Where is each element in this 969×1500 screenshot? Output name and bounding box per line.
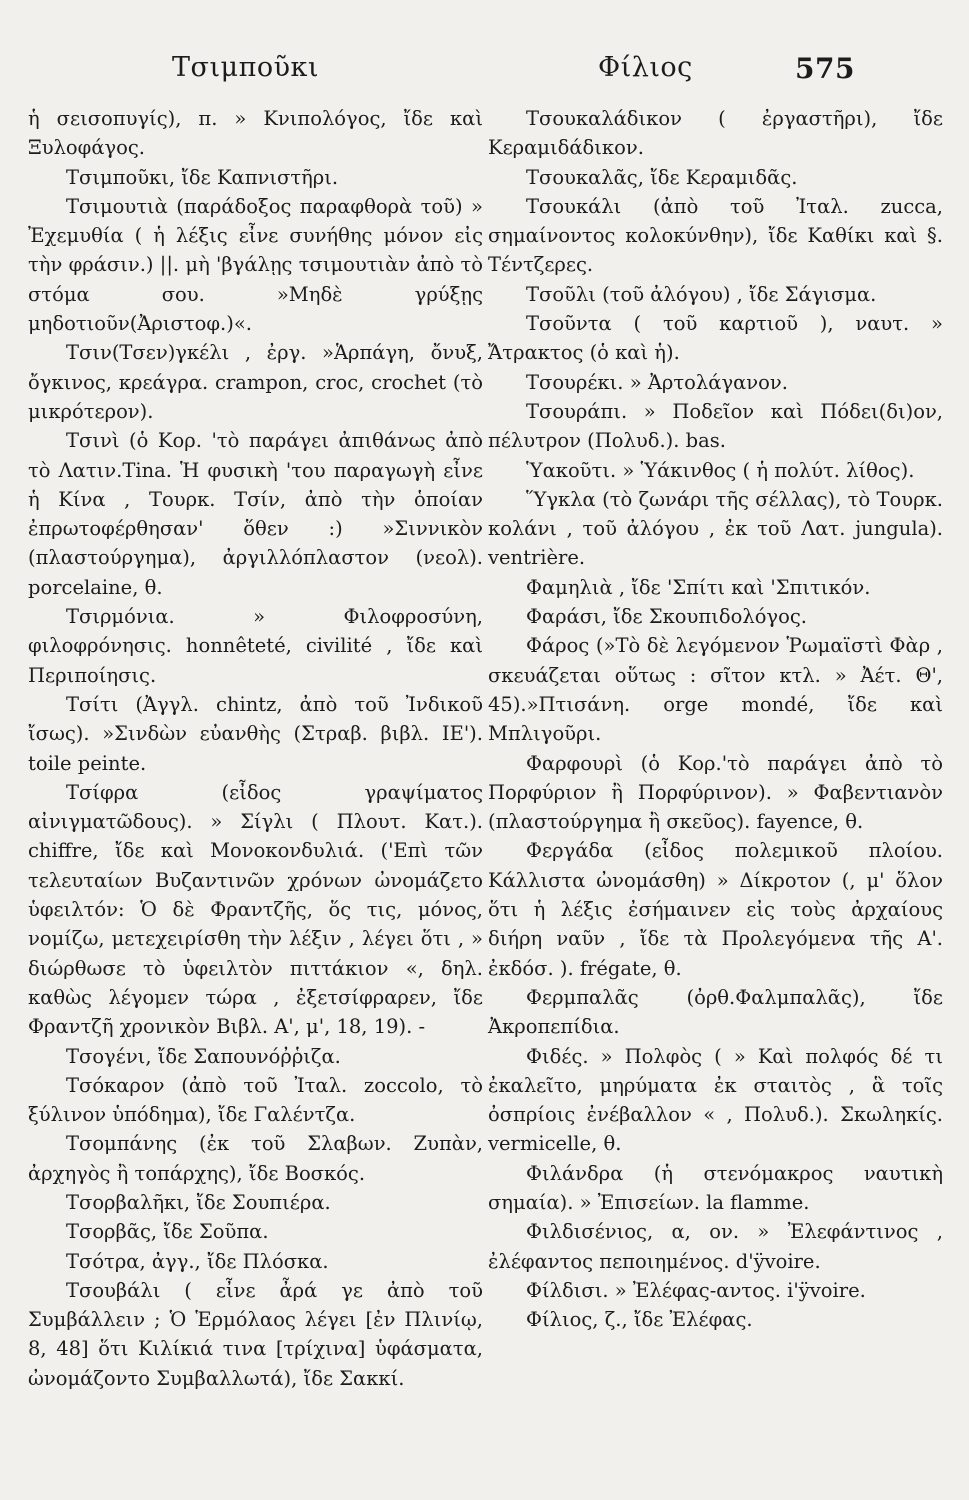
dictionary-entry: Τσιν(Τσεν)γκέλι , ἐργ. »Ἁρπάγη, ὄνυξ, ὄγκινος, κρεάγρα. crampon, croc, crochet (τὸ μικρότερον). xyxy=(28,341,483,423)
dictionary-entry: Τσορβᾶς, ἴδε Σοῦπα. xyxy=(66,1220,269,1244)
dictionary-entry: Τσιμουτιὰ (παράδοξος παραφθορὰ τοῦ) » Ἐχεμυθία ( ἡ λέξις εἶνε συνήθης μόνον εἰς τὴν φράσιν.) ||. μὴ 'βγάλῃς τσιμουτιὰν ἀπὸ τὸ στόμα σου. »Μηδὲ γρύξῃς μηδοτιοῦν(Ἀριστοφ.)«. xyxy=(28,194,483,336)
dictionary-entry: Τσουκάλι (ἀπὸ τοῦ Ἰταλ. zucca, σημαίνοντος κολοκύνθην), ἴδε Καθίκι καὶ §. Τέντζερες. xyxy=(488,194,943,277)
dictionary-entry: Τσοῦντα ( τοῦ καρτιοῦ ), ναυτ. » Ἄτρακτος (ὁ καὶ ἡ). xyxy=(488,312,943,365)
dictionary-entry: Τσουρέκι. » Ἀρτολάγανον. xyxy=(526,370,788,394)
dictionary-entry: Φερμπαλᾶς (ὀρθ.Φαλμπαλᾶς), ἴδε Ἀκροπεπίδια. xyxy=(488,985,943,1039)
dictionary-entry: ἡ σεισοπυγίς), π. » Κνιπολόγος, ἴδε καὶ Ξυλοφάγος. xyxy=(28,107,483,160)
dictionary-entry: Φιλάνδρα (ἡ στενόμακρος ναυτικὴ σημαία). » Ἐπισείων. la flamme. xyxy=(488,1161,943,1214)
left-column xyxy=(28,104,483,1393)
dictionary-entry: Φιδές. » Πολφὸς ( » Καὶ πολφός δέ τι ἐκαλεῖτο, μηρύματα ἐκ σταιτὸς , ἃ τοῖς ὀσπρίοις ἐνέβαλλον « , Πολυδ.). Σκωληκίς. vermicelle, θ. xyxy=(488,1044,943,1156)
dictionary-entry: Τσορβαλῆκι, ἴδε Σουπιέρα. xyxy=(66,1190,331,1214)
dictionary-entry: Τσιρμόνια. » Φιλοφροσύνη, φιλοφρόνησις. honnêteté, civilité , ἴδε καὶ Περιποίησις. xyxy=(28,605,483,687)
dictionary-entry: Φίλδισι. » Ἐλέφας-αντος. i'ÿvoire. xyxy=(526,1278,866,1302)
dictionary-entry: Τσόκαρον (ἀπὸ τοῦ Ἰταλ. zoccolo, τὸ ξύλινον ὑπόδημα), ἴδε Γαλέντζα. xyxy=(28,1073,483,1127)
dictionary-entry: Φιλδισένιος, α, ον. » Ἐλεφάντινος , ἐλέφαντος πεποιημένος. d'ÿvoire. xyxy=(488,1220,943,1273)
dictionary-entry: Τσινὶ (ὁ Κορ. 'τὸ παράγει ἀπιθάνως ἀπὸ τὸ Λατιν.Tina. Ἡ φυσικὴ 'του παραγωγὴ εἶνε ἡ Κίνα , Τουρκ. Τσίν, ἀπὸ τὴν ὁποίαν ἐπρωτοφέρθησαν' ὅθεν :) »Σιννικὸν (πλαστούργημα), ἀργιλλόπλαστον (νεολ). porcelaine, θ. xyxy=(28,429,483,599)
dictionary-entry: Φαράσι, ἴδε Σκουπιδολόγος. xyxy=(526,605,807,629)
dictionary-entry: Τσίφρα (εἶδος γραψίματος αἰνιγματῶδους). » Σίγλι ( Πλουτ. Κατ.). chiffre, ἴδε καὶ Μονοκονδυλιά. ('Επὶ τῶν τελευταίων Βυζαντινῶν χρόνων ὠνομάζετο ὑφειλτόν: Ὁ δὲ Φραντζῆς, ὅς τις, μόνος, νομίζω, μετεχειρίσθη τὴν λέξιν , λέγει ὅτι , » διώρθωσε τὸ ὑφειλτὸν πιττάκιον «, δηλ. καθὼς λέγομεν τώρα , ἐξετσίφραρεν, ἴδε Φραντζῆ χρονικὸν Βιβλ. Α', μ', 18, 19). - xyxy=(28,780,483,1039)
dictionary-entry: Φαμηλιὰ , ἴδε 'Σπίτι καὶ 'Σπιτικόν. xyxy=(526,575,871,599)
dictionary-entry: Τσουράπι. » Ποδεῖον καὶ Πόδει(δι)ον, πέλυτρον (Πολυδ.). bas. xyxy=(488,399,943,453)
dictionary-entry: Τσίτι (Ἀγγλ. chintz, ἀπὸ τοῦ Ἰνδικοῦ ἴσως). »Σινδὼν εὐανθὴς (Στραβ. βιβλ. ΙΕ'). toile peinte. xyxy=(28,692,483,775)
dictionary-entry: Τσουκαλᾶς, ἴδε Κεραμιδᾶς. xyxy=(526,165,798,189)
dictionary-entry: Φεργάδα (εἶδος πολεμικοῦ πλοίου. Κάλλιστα ὠνομάσθη) » Δίκροτον (, μ' ὅλον ὅτι ἡ λέξις ἐσήμαινεν εἰς τοὺς ἀρχαίους διήρη ναῦν , ἴδε τὰ Προλεγόμενα τῆς Α'. ἐκδόσ. ). frégate, θ. xyxy=(488,839,943,980)
dictionary-entry: Φίλιος, ζ., ἴδε Ἐλέφας. xyxy=(526,1308,753,1332)
dictionary-entry: Τσοῦλι (τοῦ ἀλόγου) , ἴδε Σάγισμα. xyxy=(526,282,877,306)
dictionary-entry: Τσιμποῦκι, ἴδε Καπνιστῆρι. xyxy=(66,165,339,189)
dictionary-entry: Τσομπάνης (ἐκ τοῦ Σλαβων. Ζυπὰν, ἀρχηγὸς ἢ τοπάρχης), ἴδε Βοσκός. xyxy=(28,1132,483,1185)
right-column xyxy=(488,104,943,1334)
dictionary-entry: Φαρφουρὶ (ὁ Κορ.'τὸ παράγει ἀπὸ τὸ Πορφύριον ἢ Πορφύρινον). » Φαβεντιανὸν (πλαστούργημα ἢ σκεῦος). fayence, θ. xyxy=(488,751,943,834)
dictionary-entry: Τσότρα, ἀγγ., ἴδε Πλόσκα. xyxy=(66,1249,329,1273)
dictionary-entry: Ὕγκλα (τὸ ζωνάρι τῆς σέλλας), τὸ Τουρκ. κολάνι , τοῦ ἀλόγου , ἐκ τοῦ Λατ. jungula). ventrière. xyxy=(488,487,943,570)
dictionary-entry: Φάρος (»Τὸ δὲ λεγόμενον Ῥωμαϊστὶ Φὰρ , σκευάζεται οὕτως : σῖτον κτλ. » Ἀέτ. Θ', 45).»Πτισάνη. orge mondé, ἴδε καὶ Μπλιγοῦρι. xyxy=(488,634,943,746)
page-number: 575 xyxy=(795,52,855,85)
dictionary-entry: Τσουκαλάδικον ( ἐργαστῆρι), ἴδε Κεραμιδάδικον. xyxy=(488,107,943,160)
dictionary-entry: Τσουβάλι ( εἶνε ἆρά γε ἀπὸ τοῦ Συμβάλλειν ; Ὁ Ἑρμόλαος λέγει [ἐν Πλινίῳ, 8, 48] ὅτι Κιλίκιά τινα [τρίχινα] ὑφάσματα, ὠνομάζοντο Συμβαλλωτά), ἴδε Σακκί. xyxy=(28,1278,483,1390)
dictionary-entry: Τσογένι, ἴδε Σαπουνόῤῥιζα. xyxy=(66,1044,341,1068)
dictionary-entry: Ὑακοῦτι. » Ὑάκινθος ( ἡ πολύτ. λίθος). xyxy=(526,458,915,482)
running-head-right: Φίλιος xyxy=(598,52,693,83)
running-head-left: Τσιμποῦκι xyxy=(172,52,319,83)
